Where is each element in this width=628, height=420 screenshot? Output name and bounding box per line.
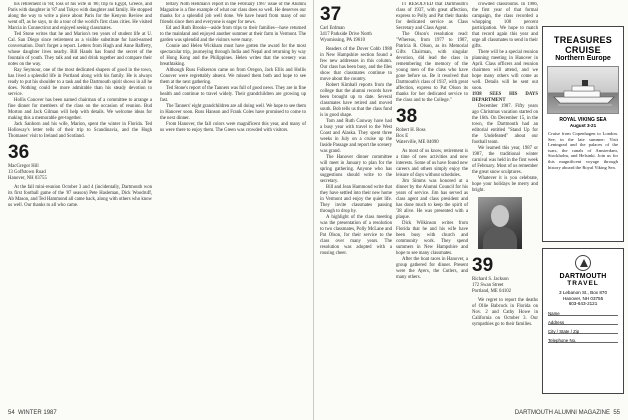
paragraph: Although Russ Folkerson came on from Oregon, Jack Ellis and Hollis Conover were regrettably absent. We missed them both and hope to see them at the next gathering. [160, 68, 306, 85]
paragraph: We learned this year, 1987 or 1987, the traditional winter carnival was held in the first week of February. Most of us remember the great snow sculptures. [472, 146, 538, 175]
portrait-shoulders [483, 227, 517, 249]
paragraph: There will be a special reunion planning meeting in Hanover in April. Class officers and reunion chairmen will attend, and we hope many others will come as well. Details will be sent out soon. [472, 50, 538, 91]
paragraph: Ray Seymour, one of the most dedicated shapers of good in the town, has lived a splendid life in Portland along with his family. He is always ready to put his shoulder to a task and the Dartmouth spirit shows in all he does. Nothing could be more admirable than his steady devotion to service. [8, 68, 152, 97]
paragraph: Readers of the Dover Cobb 1988 in New Hampshire section found a few new addresses in this column. Our class has been busy, and the files show that classmates continue to move about the country. [320, 47, 392, 82]
cruise-advertisement [542, 26, 624, 242]
form-city-field: City / State / Zip [548, 325, 618, 334]
paragraph: The Tanners' eight grandchildren are all doing well. We hope to see them in Hanover soon. Russ Hanson and Frank Coles have promised to come to the next dinner. [160, 104, 306, 121]
paragraph: December 1987. Fifty years ago Christmas vacation started on the 16th. On December 15, in the town, the Dartmouth had an editorial entitled "Stand Up for the Undefeated" about our football team. [472, 104, 538, 145]
secretary-address: Carl Erdman 3417 Parkside Drive North Wyomissing, PA 19610 [320, 26, 372, 43]
cruise-dates: August 3-21 [569, 123, 597, 128]
department-heading: 1938 SEES HIS DAYS DEPARTMENT [472, 92, 538, 103]
paragraph: As most of us know, retirement is a time of new activities and new interests. Some of us have found new careers and others simply enjoy the leisure of days without schedules. [396, 149, 468, 178]
secretary-address: Richard S. Jackson 172 Swan Street Portland, ME 04102 [472, 277, 512, 294]
paragraph: After the boat races in Hanover, a group gathered for dinner. Present were the Ayers, the Cutlers, and many others. [396, 257, 468, 280]
paragraph: The Hanover dinner committee will meet in January to plan for the spring gathering. Anyone who has suggestions should write to the secretary. [320, 155, 392, 184]
page-folio-right [515, 410, 620, 416]
ad-title: TREASURES CRUISE [553, 35, 613, 55]
paragraph: Dick Wilkinson writes from Florida that he and his wife have been busy with church and community work. They spend summers in New Hampshire and hope to see many classmates. [396, 221, 468, 256]
form-phone-field: Telephone No. [548, 334, 618, 343]
dartmouth-travel-advertisement [542, 248, 624, 394]
tree-logo-icon [575, 255, 591, 271]
paragraph: Tom and Ruth Conway have had a busy year with travel to the West Coast and Alaska. They spent three weeks in July on a cruise up the Inside Passage and report the scenery was grand. [320, 119, 392, 154]
paragraph: Ed and Ruth Brooks—aside from trips to their families—have returned to the mainland and enjoyed another summer at their farm in Vermont. The garden was splendid and the visitors were many. [160, 26, 306, 43]
paragraph: crowded classrooms. In 1986, the first year of that formal campaign, the class recorded a whopping 100 percent participation. We hope to match that record again this year and urge all classmates to send in their gifts. [472, 2, 538, 49]
ad-body: Cruise from Copenhagen to London. See, in the late summer: Visit Leningrad and the palaces of the tsars, the canals of Amsterdam, Stockholm, and Helsinki. Join us for this magnificent voyage through history aboard the Royal Viking Sea. [548, 131, 618, 170]
paragraph: IT RESOLVED that Dartmouth's class of 1937, with great affection, express to Polly and Pat their thanks for dedicated service as Class Secretary and Class Agent. [396, 2, 468, 31]
paragraph: From Hanover, the fall colors were magnificent this year, and many of us were there to enjoy them. The Green was crowded with visitors. [160, 122, 306, 133]
paragraph: Whatever it is you celebrate, hope your holidays be merry and bright. [472, 176, 538, 193]
ad-name-line2: TRAVEL [567, 280, 599, 287]
paragraph: A highlight of the class meeting was the presentation of a resolution to two classmates, Polly McLane and Pat Olson, for their service to the class over many years. The resolution was adopted with a rousing cheer. [320, 215, 392, 256]
paragraph: At the fall mini-reunion October 3 and 4 (incidentally, Dartmouth won its first football game of the '87 season) Pete Hasleman, Dick Woodruff, Ab Mason, and Ted Hammond all came back, along with others who know us well. Our thanks to all who came. [8, 185, 152, 208]
class-number-heading: 37 [320, 4, 342, 25]
paragraph: Connie and Helen Wickham must have gotten the award for the most spectacular trip, journeying through India and Nepal and returning by way of Hong Kong and the Philippines. Helen writes that the scenery was breathtaking. [160, 44, 306, 67]
column-4 [396, 2, 468, 402]
issue-date: WINTER 1987 [18, 410, 57, 416]
class-number-heading: 36 [8, 142, 30, 163]
ship-illustration [548, 67, 620, 113]
ad-subtitle: Northern Europe [555, 55, 611, 62]
secretary-address: Robert H. Ross Box E Waterville, ME 04090 [396, 128, 439, 145]
photo-block [472, 197, 538, 253]
portrait-face [491, 205, 509, 227]
ship-name: ROYAL VIKING SEA [559, 117, 607, 123]
paragraph: Ted Stone writes that he and Marion's ten years of student life at U. Cal. San Diego since retirement as a visible substitute for hard-earned conversation. Don't forget a report. Letters from Hugh and Anne Rafferty, whose daughter lives nearby. Bill Hands has found the secret of the fountain of youth. They talk and eat and drink together and compare their notes on the way. [8, 32, 152, 67]
page-number: 55 [613, 410, 620, 416]
paragraph: Hollis Conover has been named chairman of a committee to arrange a fine dinner for members of the class on the occasion of reunion. Bud Morton and Jack Gilman will help with details. We welcome ideas for making this a memorable get-together. [8, 98, 152, 121]
ship-photo [547, 66, 619, 114]
column-3 [320, 2, 392, 402]
portrait-photo [478, 197, 522, 249]
paragraph: his retirement in '84; loss of his wife in '86; trip to Egypt, Greece, and Paris with daughter in '87 and Tokyo with daughter and family. He stopped along the way to write a piece about Paris for the Kenyon Review and went off, as he says, to do a tour of the world's first class cities. He visited Marcia in Connecticut and enjoyed seeing classmates. [8, 2, 152, 31]
page-number: 54 [8, 410, 15, 416]
column-2 [160, 2, 306, 402]
magazine-name: DARTMOUTH ALUMNI MAGAZINE [514, 410, 610, 416]
class-number-heading: 38 [396, 106, 418, 127]
paragraph: We regret to report the deaths of Ollie Babcock in Florida on Nov. 2 and Cathy Howe in California on October 3. Our sympathies go to their families. [472, 298, 538, 327]
column-1 [8, 2, 152, 402]
paragraph: Bill and Jean Hammond write that they have settled into their new home in Vermont and enjoy the quiet life. They invite classmates passing through to drop by. [320, 185, 392, 214]
form-name-field: Name [548, 307, 618, 316]
paragraph: Robert Kimball reports from the college that the alumni records have been brought up to date. Several classmates have retired and moved south. Bob tells us that the class fund is in good shape. [320, 83, 392, 118]
class-number-heading: 39 [472, 255, 494, 276]
secretary-address: MacGregor Hill 13 Goffstown Road Hanover, NH 03755 [8, 164, 47, 181]
ad-name-line1: DARTMOUTH [559, 273, 607, 280]
ad-address: 3 Lebanon St., Box 870 Hanover, NH 03755 603-643-2121 [558, 290, 608, 307]
paragraph: Jack Sanborn and his wife, Marion, spent the winter in Florida. Ted Holloway's letter tells of their trip to Scandinavia, and the Hugh Thomases' visit to Ireland and Scotland. [8, 122, 152, 139]
column-5 [472, 2, 538, 402]
paragraph: tertary Noth Heliman's report in the February 1987 issue of the Alumni Magazine is a fine example of what our class does so well. He deserves our thanks for a splendid job well done. We have heard from many of our friends since then and everyone is eager for news. [160, 2, 306, 25]
page-folio-left [8, 410, 57, 416]
paragraph: Jim Simms was honored at a dinner by the Alumni Council for his years of service. Jim has served as class agent and class president and has done much to keep the spirit of '38 alive. He was presented with a plaque. [396, 179, 468, 220]
paragraph: Ted Stone's report of the Tanners was full of good news. They are in fine health and continue to travel widely. Their grandchildren are growing up fast. [160, 86, 306, 103]
form-address-field: Address [548, 316, 618, 325]
paragraph: The Olson's resolution read: "Whereas, from 1977 to 1987, Patricia R. Olson, as its Memorial Gifts Chairman, with singular devotion, did lead the class in remembering the memory of the young men of the class who have gone before us. Be it resolved that Dartmouth's class of 1937, with great affection, express to Pat Olson its thanks for her dedicated service to the class and to the College." [396, 32, 468, 103]
